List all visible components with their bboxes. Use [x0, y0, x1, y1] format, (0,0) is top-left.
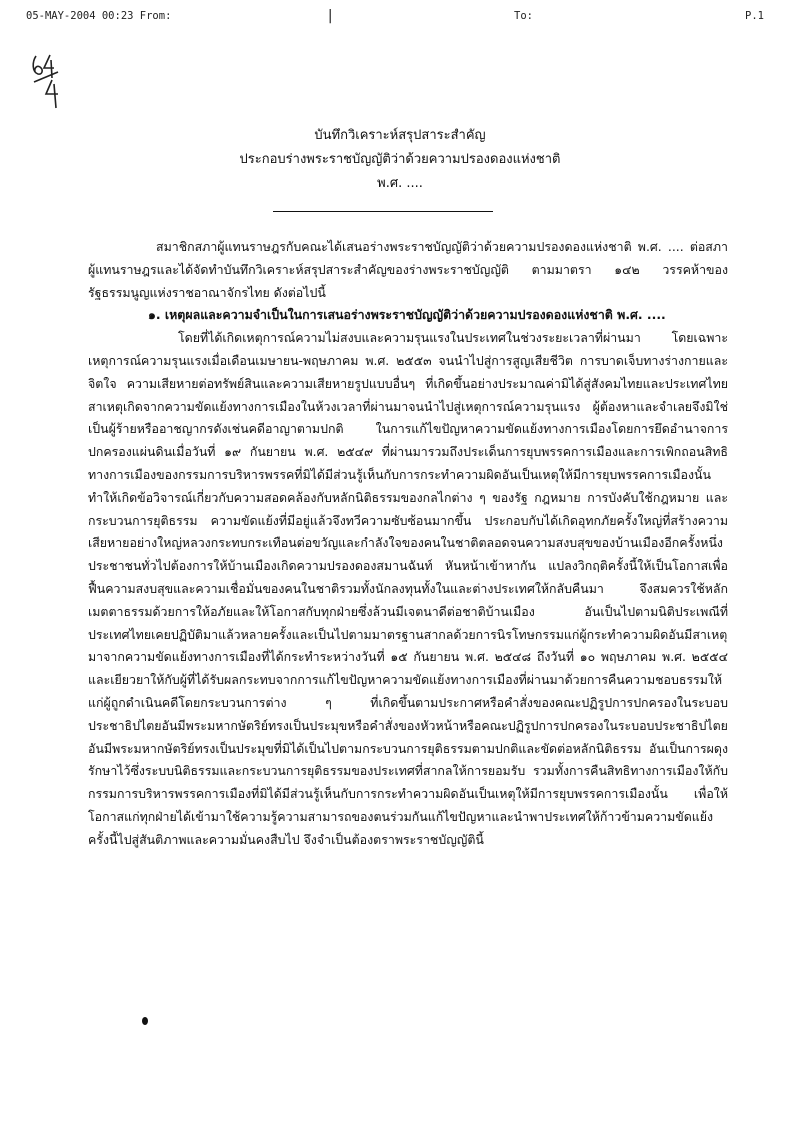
document-body	[88, 236, 728, 852]
fax-header	[26, 10, 770, 28]
handwritten-note	[30, 52, 90, 112]
handwritten-note-64-4	[30, 52, 90, 112]
stray-mark	[142, 1017, 148, 1025]
fax-datetime-from: 05-MAY-2004 00:23 From:	[26, 10, 172, 22]
document-title	[150, 124, 650, 196]
title-line-3: พ.ศ. ....	[377, 176, 423, 191]
fax-to-label: To:	[514, 10, 533, 22]
section-heading: ๑. เหตุผลและความจำเป็นในการเสนอร่างพระราชบัญญัติว่าด้วยความปรองดองแห่งชาติ พ.ศ. ....	[148, 307, 666, 323]
section-body: โดยที่ได้เกิดเหตุการณ์ความไม่สงบและความรุนแรงในประเทศในช่วงระยะเวลาที่ผ่านมา โดยเฉพาะเหตุการณ์ความรุนแรงเมื่อเดือนเมษายน-พฤษภาคม พ.ศ. ๒๕๕๓ จนนำไปสู่การสูญเสียชีวิต การบาดเจ็บทางร่างกายและจิตใจ ความเสียหายต่อทรัพย์สินและความเสียหายรูปแบบอื่นๆ ที่เกิดขึ้นอย่างประมาณค่ามิได้สู่สังคมไทยและประเทศไทย สาเหตุเกิดจากความขัดแย้งทางการเมืองในห้วงเวลาที่ผ่านมาจนนำไปสู่เหตุการณ์ความรุนแรง ผู้ต้องหาและจำเลยจึงมิใช่เป็นผู้ร้ายหรืออาชญากรดังเช่นคดีอาญาตามปกติ ในการแก้ไขปัญหาความขัดแย้งทางการเมืองโดยการยึดอำนาจการปกครองแผ่นดินเมื่อวันที่ ๑๙ กันยายน พ.ศ. ๒๕๔๙ ที่ผ่านมารวมถึงประเด็นการยุบพรรคการเมืองและการเพิกถอนสิทธิทางการเมืองของกรรมการบริหารพรรคที่มิได้มีส่วนรู้เห็นกับการกระทำความผิดอันเป็นเหตุให้มีการยุบพรรคการเมืองนั้น ทำให้เกิดข้อวิจารณ์เกี่ยวกับความสอดคล้องกับหลักนิติธรรมของกลไกต่าง ๆ ของรัฐ กฎหมาย การบังคับใช้กฎหมาย และกระบวนการยุติธรรม ความขัดแย้งที่มีอยู่แล้วจึงทวีความซับซ้อนมากขึ้น ประกอบกับได้เกิดอุทกภัยครั้งใหญ่ที่สร้างความเสียหายอย่างใหญ่หลวงกระทบกระเทือนต่อขวัญและกำลังใจของคนในชาติตลอดจนความสงบสุขของบ้านเมืองอีกครั้งหนึ่ง ประชาชนทั่วไปต้องการให้บ้านเมืองเกิดความปรองดองสมานฉันท์ หันหน้าเข้าหากัน แปลงวิกฤติครั้งนี้ให้เป็นโอกาสเพื่อฟื้นความสงบสุขและความเชื่อมั่นของคนในชาติรวมทั้งนักลงทุนทั้งในและต่างประเทศให้กลับคืนมา จึงสมควรใช้หลักเมตตาธรรมด้วยการให้อภัยและให้โอกาสกับทุกฝ่ายซึ่งล้วนมีเจตนาดีต่อชาติบ้านเมือง อันเป็นไปตามนิติประเพณีที่ประเทศไทยเคยปฏิบัติมาแล้วหลายครั้งและเป็นไปตามมาตรฐานสากลด้วยการนิรโทษกรรมแก่ผู้กระทำความผิดอันมีสาเหตุมาจากความขัดแย้งทางการเมืองที่ได้กระทำระหว่างวันที่ ๑๕ กันยายน พ.ศ. ๒๕๔๘ ถึงวันที่ ๑๐ พฤษภาคม พ.ศ. ๒๕๕๔ และเยียวยาให้กับผู้ที่ได้รับผลกระทบจากการแก้ไขปัญหาความขัดแย้งทางการเมืองที่ผ่านมาด้วยการคืนความชอบธรรมให้แก่ผู้ถูกดำเนินคดีโดยกระบวนการต่าง ๆ ที่เกิดขึ้นตามประกาศหรือคำสั่งของคณะปฏิรูปการปกครองในระบอบประชาธิปไตยอันมีพระมหากษัตริย์ทรงเป็นประมุขหรือคำสั่งของหัวหน้าหรือคณะปฏิรูปการปกครองในระบอบประชาธิปไตยอันมีพระมหากษัตริย์ทรงเป็นประมุขที่มิได้เป็นไปตามกระบวนการยุติธรรมตามปกติและขัดต่อหลักนิติธรรม อันเป็นการผดุงรักษาไว้ซึ่งระบบนิติธรรมและกระบวนการยุติธรรมของประเทศที่สากลให้การยอมรับ รวมทั้งการคืนสิทธิทางการเมืองให้กับกรรมการบริหารพรรคการเมืองที่มิได้มีส่วนรู้เห็นกับการกระทำความผิดอันเป็นเหตุให้มีการยุบพรรคการเมืองนั้น เพื่อให้โอกาสแก่ทุกฝ่ายได้เข้ามาใช้ความรู้ความสามารถของตนร่วมกันแก้ไขปัญหาและนำพาประเทศให้ก้าวข้ามความขัดแย้งครั้งนี้ไปสู่สันติภาพและความมั่นคงสืบไป จึงจำเป็นต้องตราพระราชบัญญัตินี้	[88, 330, 728, 847]
fax-page-number: P.1	[745, 10, 764, 22]
intro-paragraph: สมาชิกสภาผู้แทนราษฎรกับคณะได้เสนอร่างพระราชบัญญัติว่าด้วยความปรองดองแห่งชาติ พ.ศ. .... ต่อสภาผู้แทนราษฎรและได้จัดทำบันทึกวิเคราะห์สรุปสาระสำคัญของร่างพระราชบัญญัติ ตามมาตรา ๑๔๒ วรรคห้าของรัฐธรรมนูญแห่งราชอาณาจักรไทย ดังต่อไปนี้	[88, 239, 728, 300]
title-line-2: ประกอบร่างพระราชบัญญัติว่าด้วยความปรองดองแห่งชาติ	[239, 152, 561, 167]
title-line-1: บันทึกวิเคราะห์สรุปสาระสำคัญ	[314, 128, 486, 143]
title-underline	[273, 211, 493, 212]
fax-tick-mark: |	[326, 8, 335, 24]
